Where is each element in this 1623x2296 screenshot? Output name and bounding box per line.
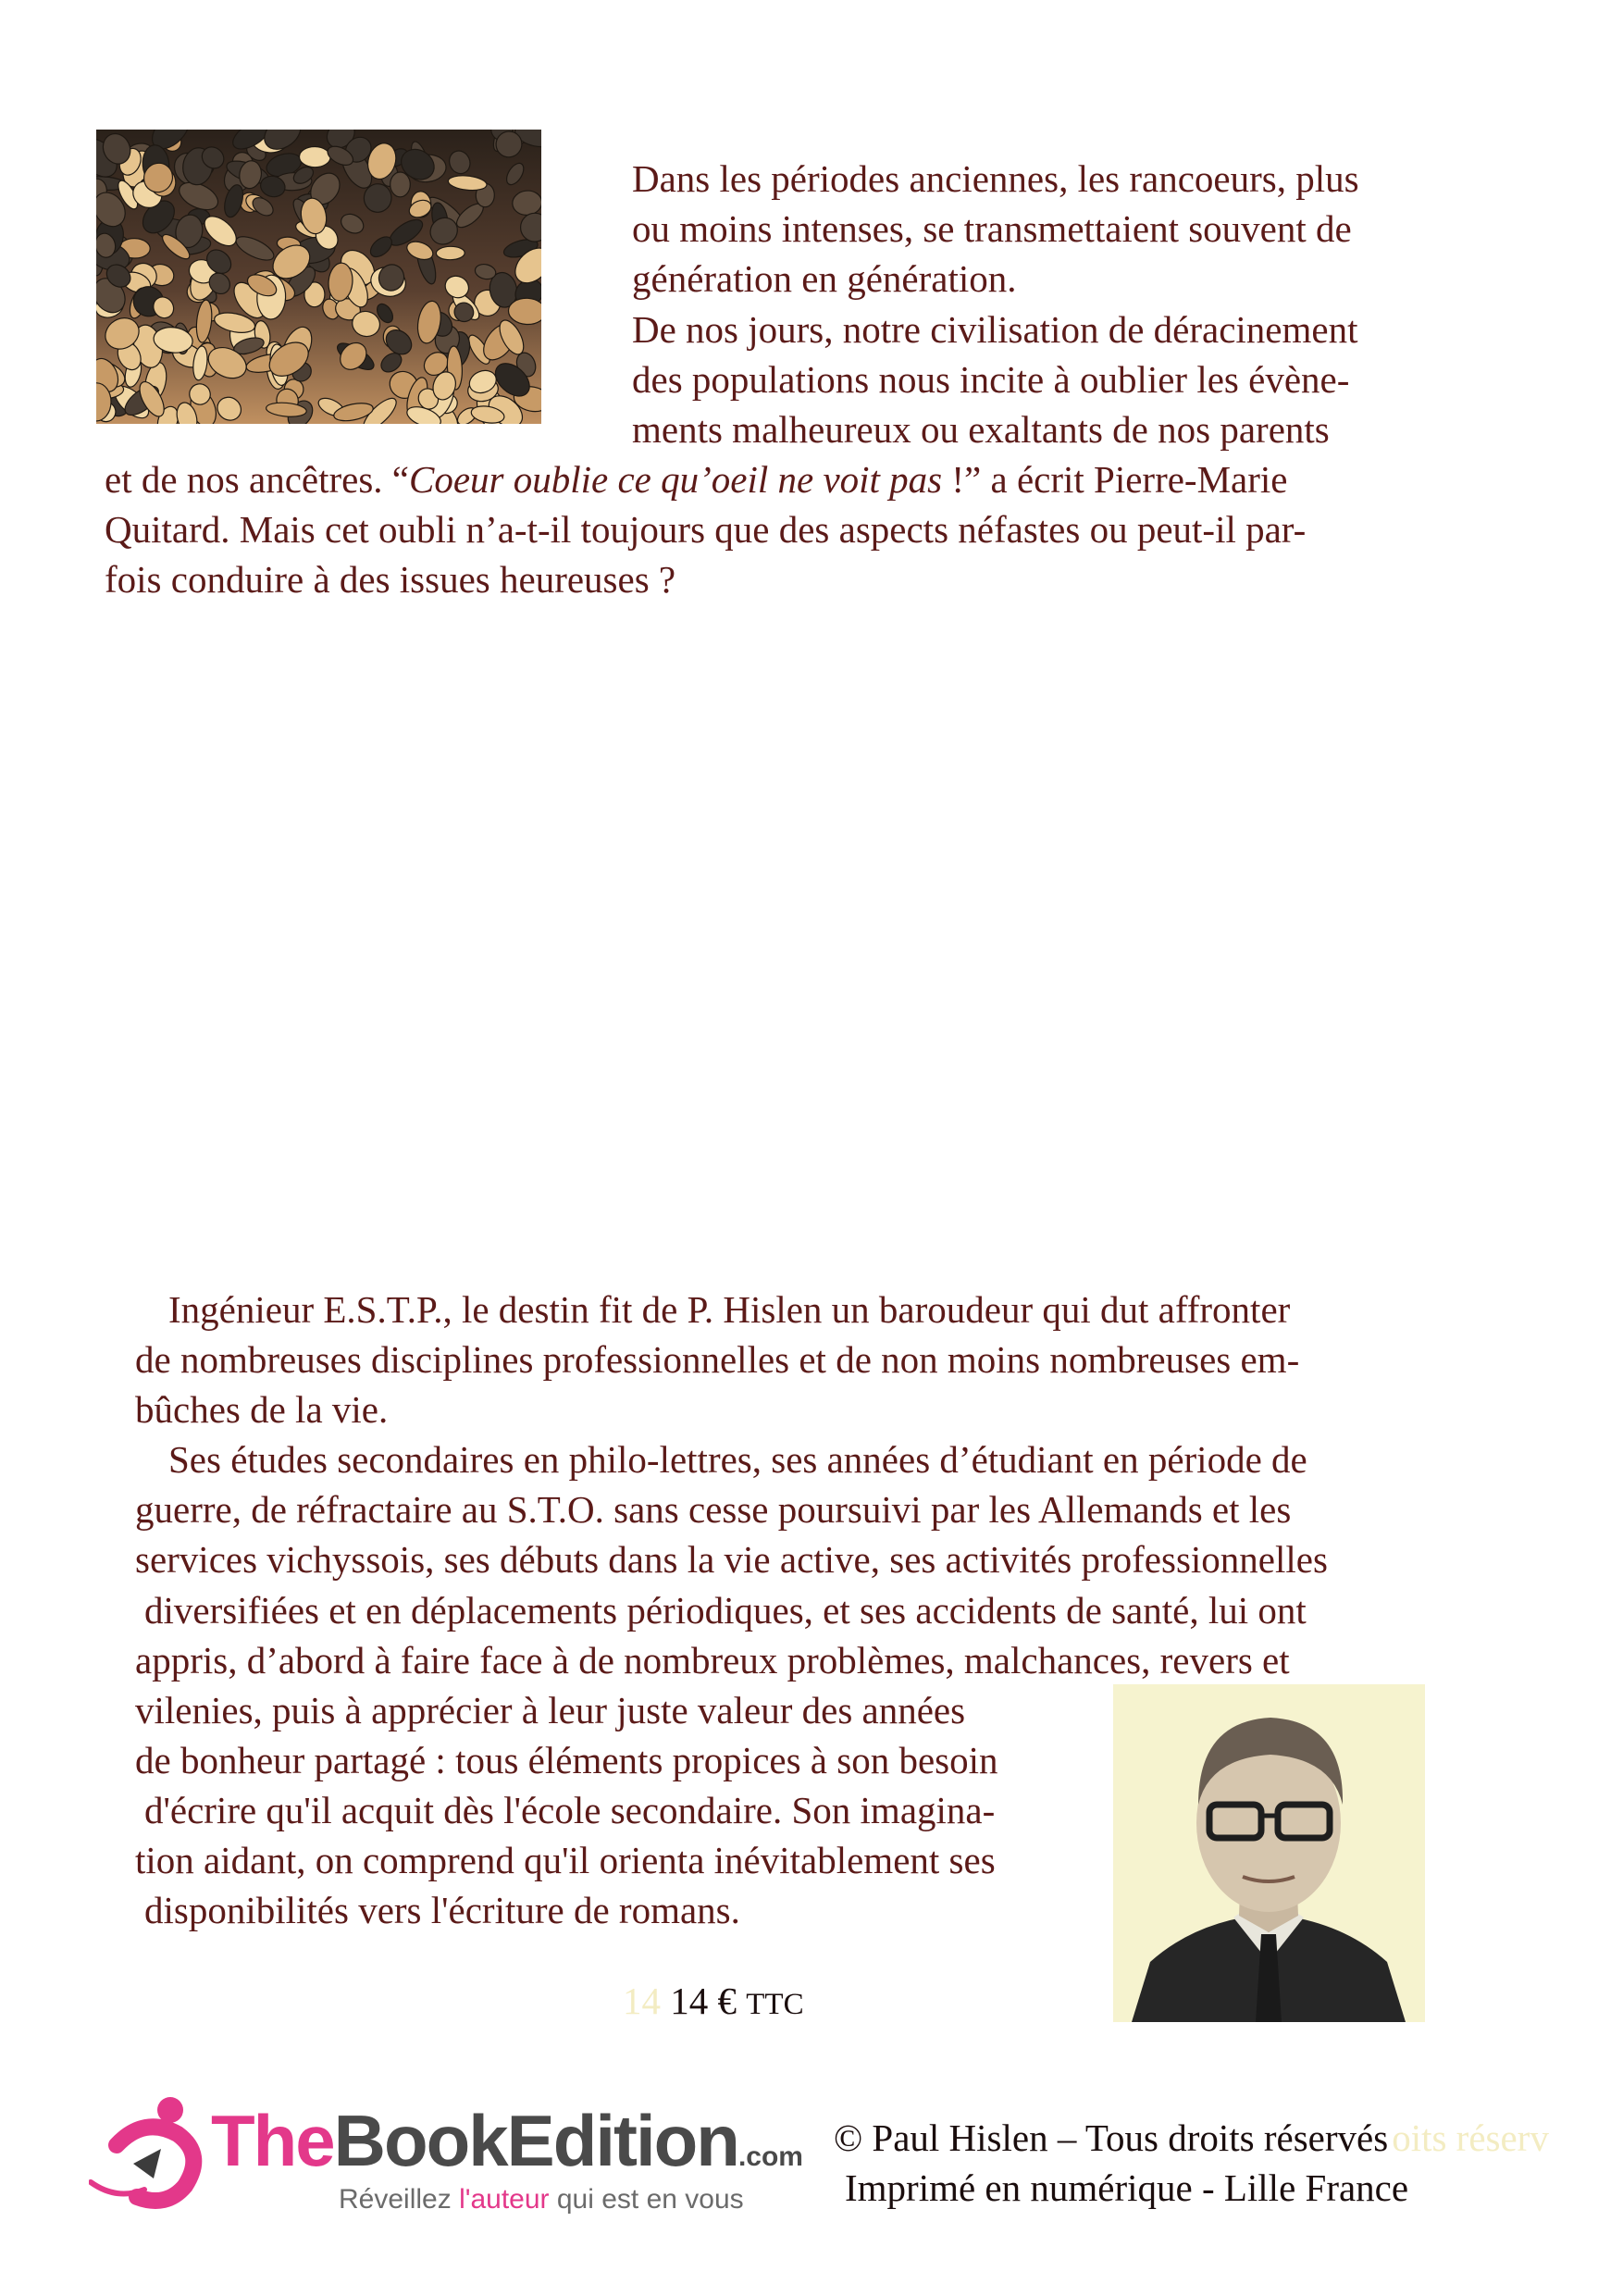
copyright-line: © Paul Hislen – Tous droits réservésoits réserv bbox=[834, 2116, 1549, 2159]
bio-line: bûches de la vie. bbox=[135, 1388, 389, 1431]
bio-line: guerre, de réfractaire au S.T.O. sans cesse poursuivi par les Allemands et les bbox=[135, 1488, 1292, 1531]
potato bbox=[436, 246, 465, 260]
bio-line: appris, d’abord à faire face à de nombreux problèmes, malchances, revers et bbox=[135, 1639, 1290, 1682]
author-portrait bbox=[1113, 1684, 1425, 2022]
quote-italic: Coeur oublie ce qu’oeil ne voit pas bbox=[408, 458, 943, 501]
bio-line: services vichyssois, ses débuts dans la vie active, ses activités professionnelles bbox=[135, 1538, 1328, 1581]
potato bbox=[390, 172, 411, 197]
copyright-ghost: oits réserv bbox=[1392, 2116, 1549, 2159]
bio-line: tion aidant, on comprend qu'il orienta inévitablement ses bbox=[135, 1839, 996, 1881]
logo-tagline: Réveillez l'auteur qui est en vous bbox=[339, 2184, 744, 2215]
intro-line: fois conduire à des issues heureuses ? bbox=[105, 558, 676, 601]
logo-wordmark: TheBookEdition.com bbox=[211, 2100, 803, 2181]
intro-line-quote: et de nos ancêtres. “Coeur oublie ce qu’oeil ne voit pas !” a écrit Pierre-Marie bbox=[105, 458, 1288, 501]
price-ghost: 14 bbox=[623, 1980, 661, 2022]
bio-line: Ses études secondaires en philo-lettres, ses années d’étudiant en période de bbox=[168, 1438, 1307, 1481]
intro-line: De nos jours, notre civilisation de déracinement bbox=[632, 308, 1358, 351]
bio-line: de nombreuses disciplines professionnelles et de non moins nombreuses em- bbox=[135, 1338, 1300, 1381]
bio-line: vilenies, puis à apprécier à leur juste valeur des années bbox=[135, 1689, 966, 1731]
price-amount: 14 € bbox=[670, 1980, 737, 2022]
bio-line: de bonheur partagé : tous éléments propices à son besoin bbox=[135, 1739, 998, 1781]
price-suffix: TTC bbox=[746, 1988, 804, 2021]
logo-figure-icon bbox=[89, 2090, 209, 2210]
intro-line: ments malheureux ou exaltants de nos parents bbox=[632, 408, 1330, 451]
potato bbox=[299, 146, 330, 168]
price bbox=[623, 1979, 804, 2023]
bio-line: Ingénieur E.S.T.P., le destin fit de P. Hislen un baroudeur qui dut affronter bbox=[168, 1288, 1291, 1331]
potatoes-photo bbox=[96, 130, 541, 424]
bio-line: diversifiées et en déplacements périodiques, et ses accidents de santé, lui ont bbox=[144, 1589, 1307, 1632]
intro-line: ou moins intenses, se transmettaient souvent de bbox=[632, 207, 1352, 250]
intro-line: Dans les périodes anciennes, les rancoeurs, plus bbox=[632, 157, 1359, 200]
intro-line: Quitard. Mais cet oubli n’a-t-il toujours que des aspects néfastes ou peut-il par- bbox=[105, 508, 1307, 551]
bio-line: disponibilités vers l'écriture de romans. bbox=[144, 1889, 740, 1931]
intro-line: génération en génération. bbox=[632, 257, 1017, 300]
bio-line: d'écrire qu'il acquit dès l'école secondaire. Son imagina- bbox=[144, 1789, 996, 1831]
thebookedition-logo bbox=[89, 2090, 829, 2228]
intro-line: des populations nous incite à oublier les évène- bbox=[632, 358, 1350, 401]
printed-line: Imprimé en numérique - Lille France bbox=[845, 2166, 1409, 2209]
